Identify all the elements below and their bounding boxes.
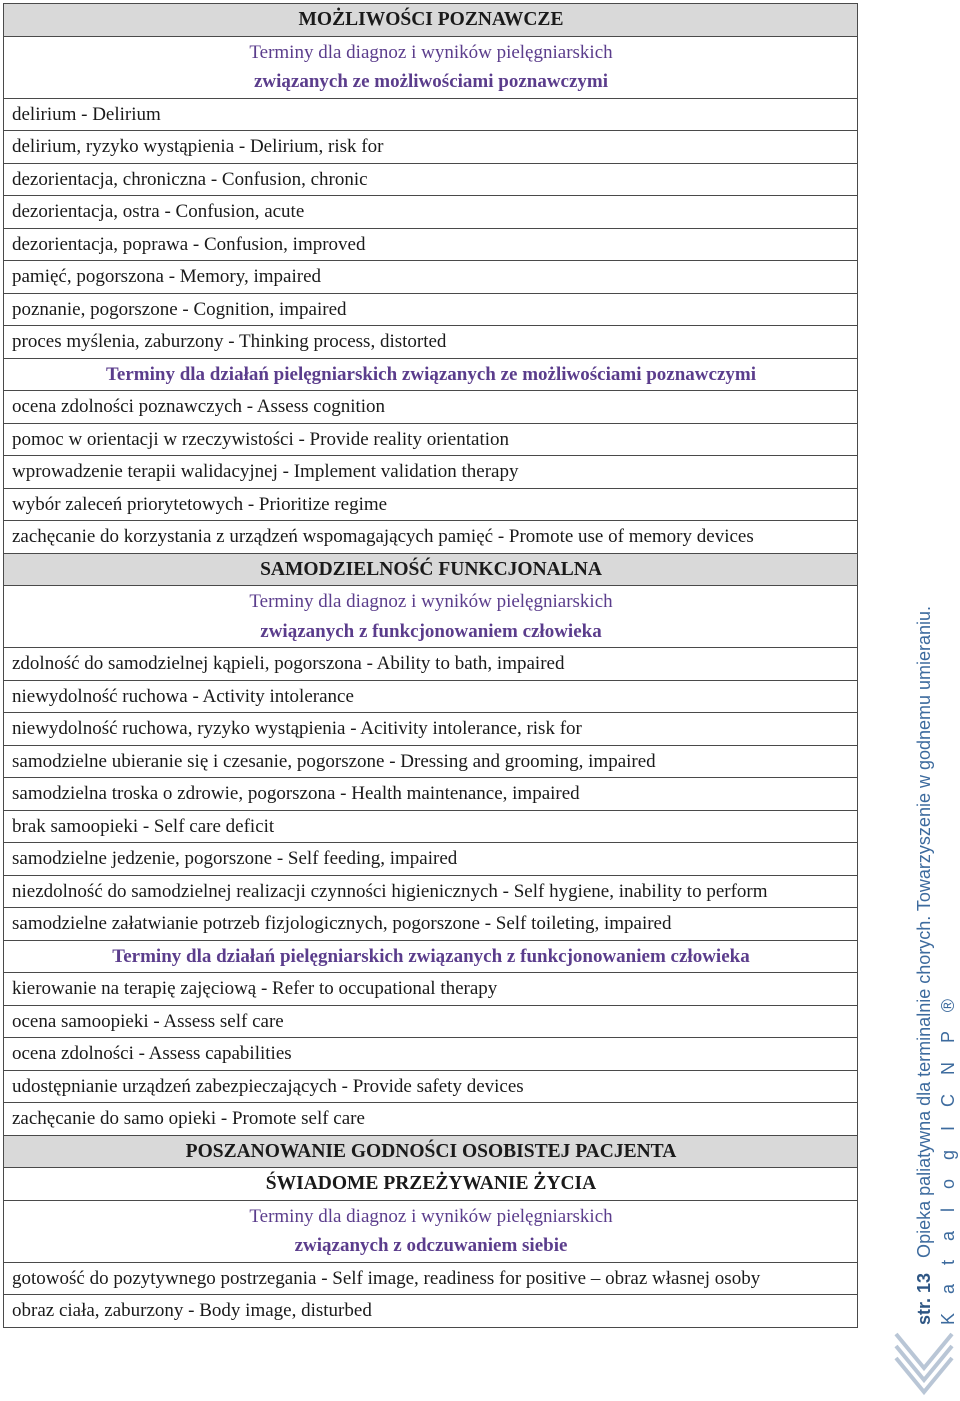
table-row	[4, 680, 858, 713]
table-row	[4, 36, 858, 98]
table-row	[4, 1168, 858, 1201]
table-row	[4, 908, 858, 941]
table-row	[4, 163, 858, 196]
diagnosis-entry: zdolność do samodzielnej kąpieli, pogorszona - Ability to bath, impaired	[4, 648, 858, 681]
diagnoses-heading-line-1: Terminy dla diagnoz i wyników pielęgniarskich	[249, 1205, 613, 1227]
table-row	[4, 1200, 858, 1262]
diagnosis-entry: gotowość do pozytywnego postrzegania - Self image, readiness for positive – obraz własnej osoby	[4, 1262, 858, 1295]
table-row	[4, 586, 858, 648]
diagnosis-entry: pamięć, pogorszona - Memory, impaired	[4, 261, 858, 294]
table-row	[4, 358, 858, 391]
catalog-label: K a t a l o g I C N P ®	[938, 991, 958, 1325]
page-number: str. 13	[914, 1272, 934, 1325]
table-row	[4, 326, 858, 359]
actions-heading: Terminy dla działań pielęgniarskich związanych z funkcjonowaniem człowieka	[4, 940, 858, 973]
table-row	[4, 131, 858, 164]
action-entry: wybór zaleceń priorytetowych - Prioritize regime	[4, 488, 858, 521]
action-entry: ocena zdolności - Assess capabilities	[4, 1038, 858, 1071]
action-entry: pomoc w orientacji w rzeczywistości - Provide reality orientation	[4, 423, 858, 456]
diagnosis-entry: niewydolność ruchowa - Activity intolerance	[4, 680, 858, 713]
action-entry: wprowadzenie terapii walidacyjnej - Implement validation therapy	[4, 456, 858, 489]
diagnosis-entry: dezorientacja, chroniczna - Confusion, chronic	[4, 163, 858, 196]
diagnosis-entry: samodzielne ubieranie się i czesanie, pogorszone - Dressing and grooming, impaired	[4, 745, 858, 778]
table-row	[4, 98, 858, 131]
diagnosis-entry: dezorientacja, poprawa - Confusion, improved	[4, 228, 858, 261]
action-entry: zachęcanie do samo opieki - Promote self care	[4, 1103, 858, 1136]
diagnoses-heading-line-2: związanych ze możliwościami poznawczymi	[253, 71, 609, 92]
diagnoses-heading-line-2: związanych z funkcjonowaniem człowieka	[260, 620, 602, 642]
table-row	[4, 1070, 858, 1103]
diagnoses-heading-line-1: Terminy dla diagnoz i wyników pielęgniarskich	[249, 41, 613, 63]
chevron-logo-icon	[892, 1328, 956, 1398]
table-row	[4, 940, 858, 973]
diagnosis-entry: samodzielne załatwianie potrzeb fizjologicznych, pogorszone - Self toileting, impaired	[4, 908, 858, 941]
section-title: SAMODZIELNOŚĆ FUNKCJONALNA	[4, 553, 858, 586]
table-row	[4, 391, 858, 424]
table-row	[4, 973, 858, 1006]
table-row	[4, 293, 858, 326]
action-entry: ocena zdolności poznawczych - Assess cognition	[4, 391, 858, 424]
table-row	[4, 423, 858, 456]
action-entry: udostępnianie urządzeń zabezpieczających - Provide safety devices	[4, 1070, 858, 1103]
table-row	[4, 196, 858, 229]
sidebar-running-title	[912, 606, 960, 1325]
section-title: POSZANOWANIE GODNOŚCI OSOBISTEJ PACJENTA	[4, 1135, 858, 1168]
diagnosis-entry: brak samoopieki - Self care deficit	[4, 810, 858, 843]
table-row	[4, 843, 858, 876]
section-title: MOŻLIWOŚCI POZNAWCZE	[4, 4, 858, 37]
diagnosis-entry: delirium - Delirium	[4, 98, 858, 131]
table-row	[4, 488, 858, 521]
diagnosis-entry: niezdolność do samodzielnej realizacji czynności higienicznych - Self hygiene, inability to perform	[4, 875, 858, 908]
table-row	[4, 1038, 858, 1071]
action-entry: ocena samoopieki - Assess self care	[4, 1005, 858, 1038]
table-row	[4, 228, 858, 261]
diagnosis-entry: proces myślenia, zaburzony - Thinking process, distorted	[4, 326, 858, 359]
diagnosis-entry: obraz ciała, zaburzony - Body image, disturbed	[4, 1295, 858, 1328]
table-row	[4, 521, 858, 554]
table-row	[4, 1103, 858, 1136]
diagnoses-heading	[4, 36, 858, 98]
action-entry: kierowanie na terapię zajęciową - Refer to occupational therapy	[4, 973, 858, 1006]
icnp-catalog-table	[3, 3, 858, 1328]
action-entry: zachęcanie do korzystania z urządzeń wspomagających pamięć - Promote use of memory devices	[4, 521, 858, 554]
table-row	[4, 1135, 858, 1168]
diagnosis-entry: delirium, ryzyko wystąpienia - Delirium, risk for	[4, 131, 858, 164]
table-row	[4, 875, 858, 908]
diagnoses-heading-line-2: związanych z odczuwaniem siebie	[294, 1235, 568, 1256]
table-row	[4, 1295, 858, 1328]
table-row	[4, 261, 858, 294]
table-row	[4, 1262, 858, 1295]
diagnosis-entry: dezorientacja, ostra - Confusion, acute	[4, 196, 858, 229]
table-row	[4, 648, 858, 681]
diagnosis-entry: poznanie, pogorszone - Cognition, impaired	[4, 293, 858, 326]
section-title: ŚWIADOME PRZEŻYWANIE ŻYCIA	[4, 1168, 858, 1201]
diagnoses-heading-line-1: Terminy dla diagnoz i wyników pielęgniarskich	[249, 591, 613, 612]
table-row	[4, 456, 858, 489]
actions-heading: Terminy dla działań pielęgniarskich związanych ze możliwościami poznawczymi	[4, 358, 858, 391]
table-row	[4, 4, 858, 37]
diagnosis-entry: samodzielna troska o zdrowie, pogorszona - Health maintenance, impaired	[4, 778, 858, 811]
table-row	[4, 1005, 858, 1038]
table-row	[4, 778, 858, 811]
table-row	[4, 553, 858, 586]
running-title: Opieka paliatywna dla terminalnie chorych. Towarzyszenie w godnemu umieraniu.	[914, 605, 934, 1258]
table-row	[4, 810, 858, 843]
table-row	[4, 713, 858, 746]
table-row	[4, 745, 858, 778]
diagnosis-entry: samodzielne jedzenie, pogorszone - Self feeding, impaired	[4, 843, 858, 876]
diagnoses-heading	[4, 586, 858, 648]
diagnoses-heading	[4, 1200, 858, 1262]
diagnosis-entry: niewydolność ruchowa, ryzyko wystąpienia - Acitivity intolerance, risk for	[4, 713, 858, 746]
